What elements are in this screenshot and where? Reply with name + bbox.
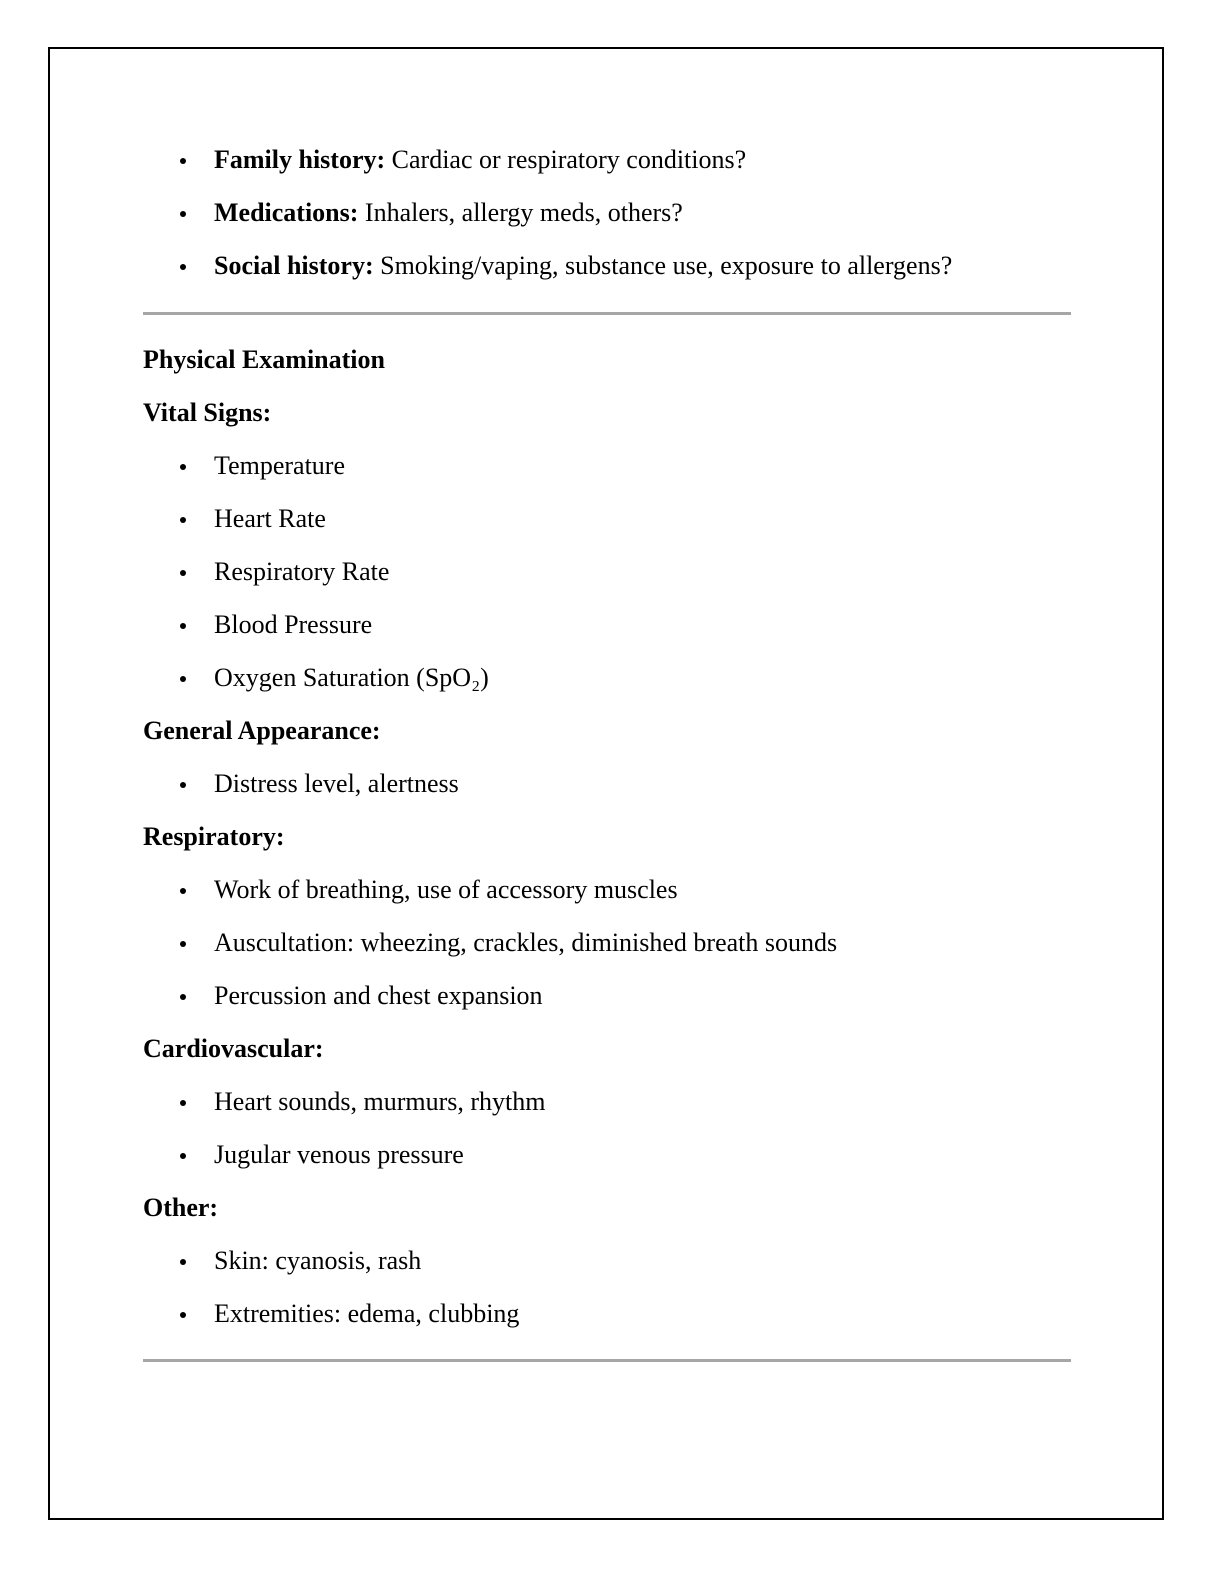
social-history-text: Smoking/vaping, substance use, exposure to allergens?	[373, 251, 953, 280]
history-list	[143, 133, 1071, 292]
list-item	[143, 186, 1071, 239]
list-item: Work of breathing, use of accessory muscles	[143, 863, 1071, 916]
vital-signs-heading: Vital Signs:	[143, 398, 272, 427]
list-item	[143, 239, 1071, 292]
list-item: Blood Pressure	[143, 598, 1071, 651]
list-item: Auscultation: wheezing, crackles, diminished breath sounds	[143, 916, 1071, 969]
list-item: Percussion and chest expansion	[143, 969, 1071, 1022]
list-item: Distress level, alertness	[143, 757, 1071, 810]
list-item: Extremities: edema, clubbing	[143, 1287, 1071, 1340]
cardiovascular-heading: Cardiovascular:	[143, 1034, 324, 1063]
respiratory-list	[143, 863, 1071, 1022]
section-divider	[143, 312, 1071, 315]
list-item: Skin: cyanosis, rash	[143, 1234, 1071, 1287]
list-item: Heart sounds, murmurs, rhythm	[143, 1075, 1071, 1128]
list-item: Jugular venous pressure	[143, 1128, 1071, 1181]
family-history-label: Family history:	[214, 145, 386, 174]
list-item: Heart Rate	[143, 492, 1071, 545]
document-content	[143, 133, 1071, 1362]
vital-signs-list	[143, 439, 1071, 704]
medications-label: Medications:	[214, 198, 359, 227]
medications-text: Inhalers, allergy meds, others?	[358, 198, 683, 227]
list-item: Respiratory Rate	[143, 545, 1071, 598]
list-item: Oxygen Saturation (SpO₂)	[143, 651, 1071, 704]
respiratory-heading: Respiratory:	[143, 822, 285, 851]
general-appearance-heading: General Appearance:	[143, 716, 381, 745]
general-appearance-list	[143, 757, 1071, 810]
list-item	[143, 133, 1071, 186]
other-list	[143, 1234, 1071, 1340]
physical-exam-title: Physical Examination	[143, 345, 385, 374]
other-heading: Other:	[143, 1193, 219, 1222]
family-history-text: Cardiac or respiratory conditions?	[385, 145, 747, 174]
cardiovascular-list	[143, 1075, 1071, 1181]
social-history-label: Social history:	[214, 251, 374, 280]
section-divider	[143, 1359, 1071, 1362]
list-item: Temperature	[143, 439, 1071, 492]
